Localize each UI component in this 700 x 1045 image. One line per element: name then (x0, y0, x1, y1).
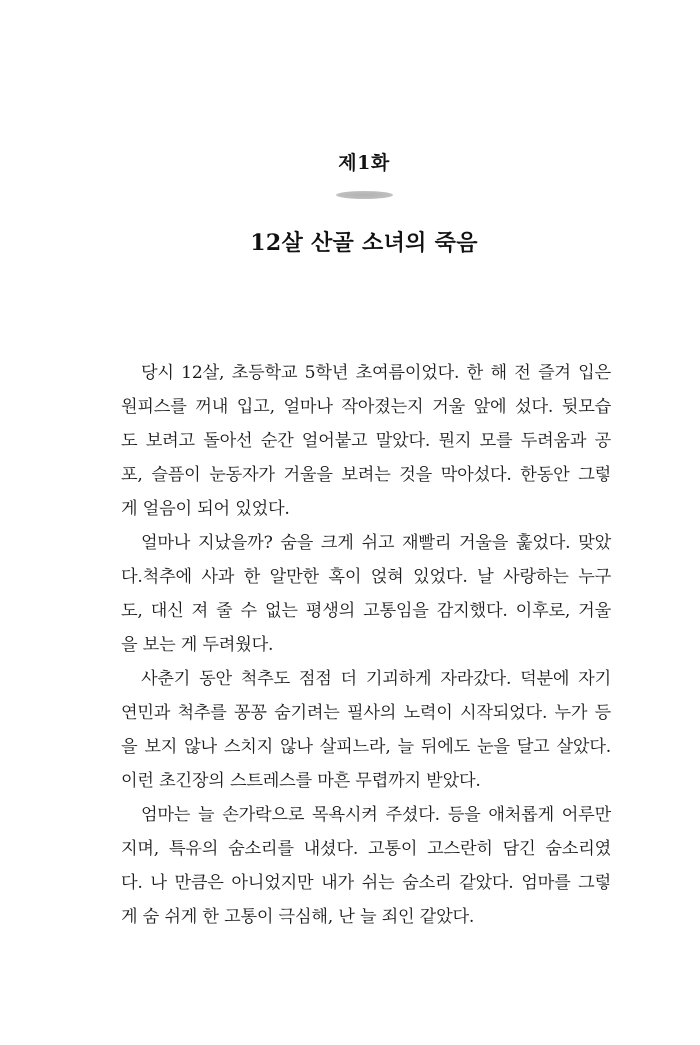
text-line: 을 보는 게 두려웠다. (121, 635, 274, 655)
text-line: 원피스를 꺼내 입고, 얼마나 작아졌는지 거울 앞에 섰다. 뒷모습 (121, 397, 611, 417)
text-line: 다. 나 만큼은 아니었지만 내가 쉬는 숨소리 같았다. 엄마를 그렇 (121, 873, 611, 893)
chapter-divider-ellipse (336, 191, 393, 199)
chapter-title: 12살 산골 소녀의 죽음 (250, 230, 478, 256)
chapter-label: 제1화 (338, 152, 390, 174)
paragraph-4 (121, 798, 611, 934)
text-line: 도 보려고 돌아선 순간 얼어붙고 말았다. 뭔지 모를 두려움과 공 (121, 431, 611, 451)
text-line: 사춘기 동안 척추도 점점 더 기괴하게 자라갔다. 덕분에 자기 (141, 669, 611, 689)
text-line: 포, 슬픔이 눈동자가 거울을 보려는 것을 막아섰다. 한동안 그렇 (121, 465, 611, 485)
text-line: 지며, 특유의 숨소리를 내셨다. 고통이 고스란히 담긴 숨소리였 (121, 839, 611, 859)
text-line: 얼마나 지났을까? 숨을 크게 쉬고 재빨리 거울을 훑었다. 맞았 (141, 533, 611, 553)
text-line: 게 얼음이 되어 있었다. (121, 499, 290, 519)
text-line: 당시 12살, 초등학교 5학년 초여름이었다. 한 해 전 즐겨 입은 (141, 363, 611, 383)
text-line: 을 보지 않나 스치지 않나 살피느라, 늘 뒤에도 눈을 달고 살았다. (121, 737, 611, 757)
text-line: 연민과 척추를 꽁꽁 숨기려는 필사의 노력이 시작되었다. 누가 등 (121, 703, 611, 723)
paragraph-1 (121, 356, 611, 526)
text-line: 도, 대신 져 줄 수 없는 평생의 고통임을 감지했다. 이후로, 거울 (121, 601, 611, 621)
text-line: 엄마는 늘 손가락으로 목욕시켜 주셨다. 등을 애처롭게 어루만 (141, 805, 611, 825)
chapter-body (121, 356, 611, 934)
text-line: 다.척추에 사과 한 알만한 혹이 얹혀 있었다. 날 사랑하는 누구 (121, 567, 611, 587)
paragraph-2 (121, 526, 611, 662)
text-line: 게 숨 쉬게 한 고통이 극심해, 난 늘 죄인 같았다. (121, 907, 475, 927)
paragraph-3 (121, 662, 611, 798)
text-line: 이런 초긴장의 스트레스를 마흔 무렵까지 받았다. (121, 771, 481, 791)
